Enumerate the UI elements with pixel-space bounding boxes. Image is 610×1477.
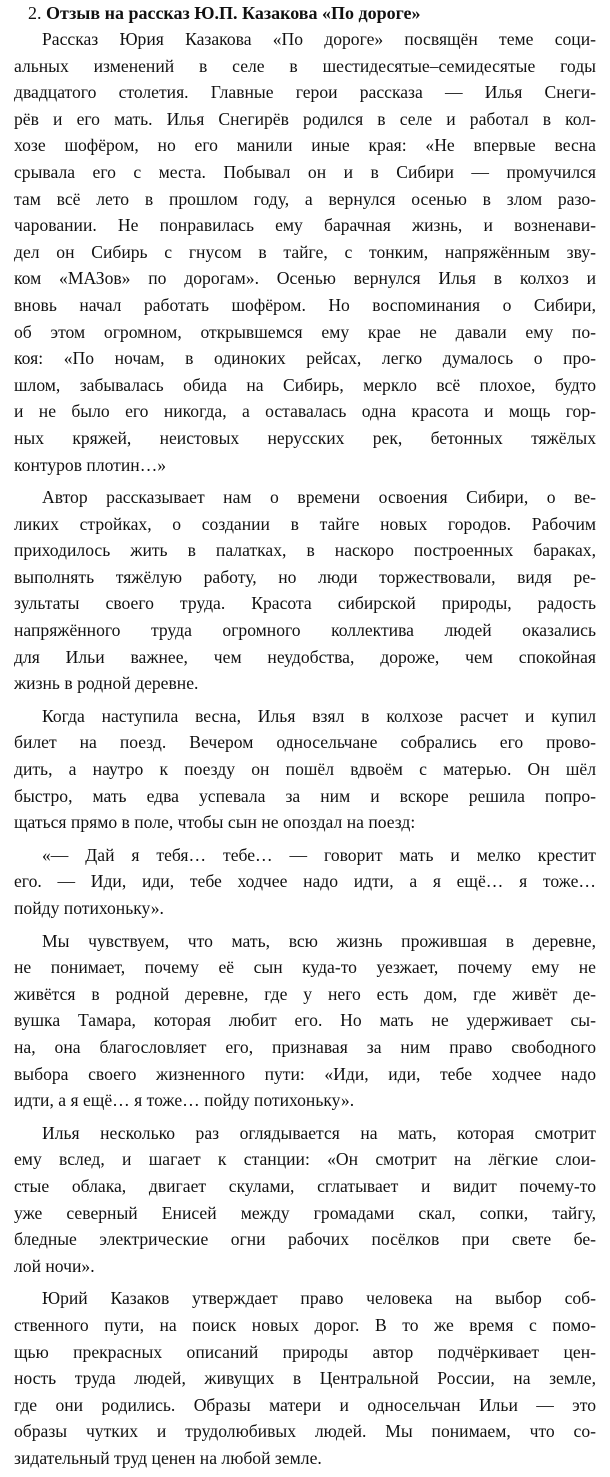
text-line: идти, а я ещё… я тоже… пойду потихоньку».: [14, 1090, 355, 1111]
text-line: и не было его никогда, а оставалась одна красота и мощь гор-: [14, 401, 596, 422]
text-line: лой ночи».: [14, 1255, 95, 1276]
text-line: быстро, мать едва успевала за ним и вскоре решила попро-: [14, 785, 596, 806]
text-line: не понимает, почему её сын куда-то уезжает, почему ему не: [14, 957, 596, 978]
text-line: ему вслед, и шагает к станции: «Он смотрит на лёгкие слои-: [14, 1149, 596, 1170]
text-line: дел он Сибирь с гнусом в тайге, с тонким, напряжённым зву-: [14, 241, 596, 262]
text-line: его. — Иди, иди, тебе ходчее надо идти, а я ещё… я тоже…: [14, 871, 596, 892]
text-line: шлом, забывалась обида на Сибирь, меркло всё плохое, будто: [14, 374, 596, 395]
text-line: щью прекрасных описаний природы автор подчёркивает цен-: [14, 1341, 596, 1362]
text-line: ность труда людей, живущих в Центральной России, на земле,: [14, 1368, 596, 1389]
text-line: вушка Тамара, которая любит его. Но мать не удерживает сы-: [14, 1010, 596, 1031]
paragraph-p1: [14, 26, 596, 478]
title-text: Отзыв на рассказ Ю.П. Казакова «По дороге»: [46, 3, 421, 23]
text-line: билет на поезд. Вечером односельчане собрались его прово-: [14, 732, 596, 753]
text-line: зидательный труд ценен на любой земле.: [14, 1447, 322, 1468]
title-number: 2.: [28, 3, 42, 23]
text-line: Илья несколько раз оглядывается на мать, которая смотрит: [42, 1122, 596, 1143]
text-line: ственного пути, на поиск новых дорог. В то же время с помо-: [14, 1314, 596, 1335]
text-line: Автор рассказывает нам о времени освоения Сибири, о ве-: [42, 487, 596, 508]
text-line: двадцатого столетия. Главные герои рассказа — Илья Снеги-: [14, 82, 596, 103]
text-line: где они родились. Образы матери и односельчан Ильи — это: [14, 1394, 596, 1415]
text-line: чаровании. Не понравилась ему барачная жизнь, и возненави-: [14, 215, 596, 236]
text-line: об этом огромном, открывшемся ему крае не давали ему по-: [14, 321, 596, 342]
text-line: контуров плотин…»: [14, 454, 167, 475]
text-line: напряжённого труда огромного коллектива людей оказались: [14, 620, 596, 641]
document-title: [14, 0, 596, 26]
text-line: стые облака, двигает скулами, сглатывает и видит почему-то: [14, 1175, 596, 1196]
text-line: хозе шофёром, но его манили иные края: «Не впервые весна: [14, 135, 596, 156]
text-line: для Ильи важнее, чем неудобства, дороже, чем спокойная: [14, 646, 596, 667]
document-body: [14, 26, 596, 1471]
text-line: пойду потихоньку».: [14, 898, 164, 918]
text-line: приходилось жить в палатках, в наскоро построенных бараках,: [14, 540, 596, 561]
text-line: ком «МАЗов» по дорогам». Осенью вернулся Илья в колхоз и: [14, 268, 596, 289]
text-line: дить, а наутро к поезду он пошёл вдвоём с матерью. Он шёл: [14, 759, 596, 780]
text-line: срывала его с места. Побывал он и в Сибири — промучился: [14, 161, 596, 182]
text-line: коя: «По ночам, в одиноких рейсах, легко думалось о про-: [14, 348, 596, 369]
text-line: зультаты своего труда. Красота сибирской природы, радость: [14, 593, 596, 614]
paragraph-p3: [14, 703, 596, 836]
text-line: живётся в родной деревне, где у него есть дом, где живёт де-: [14, 983, 596, 1004]
paragraph-p5: [14, 928, 596, 1114]
paragraph-p7: [14, 1285, 596, 1471]
text-line: выбора своего жизненного пути: «Иди, иди, тебе ходчее надо: [14, 1063, 596, 1084]
text-line: ликих стройках, о создании в тайге новых городов. Рабочим: [14, 513, 596, 534]
text-line: «— Дай я тебя… тебе… — говорит мать и мелко крестит: [42, 844, 596, 865]
text-line: альных изменений в селе в шестидесятые–семидесятые годы: [14, 55, 596, 76]
text-line: Мы чувствуем, что мать, всю жизнь прожившая в деревне,: [42, 930, 596, 951]
text-line: ных кряжей, неистовых нерусских рек, бетонных тяжёлых: [14, 427, 596, 448]
text-line: щаться прямо в поле, чтобы сын не опоздал на поезд:: [14, 812, 416, 833]
paragraph-p4: [14, 842, 596, 922]
text-line: вновь начал работать шофёром. Но воспоминания о Сибири,: [14, 294, 596, 315]
text-line: там всё лето в прошлом году, а вернулся осенью в злом разо-: [14, 188, 596, 209]
text-line: образы чутких и трудолюбивых людей. Мы понимаем, что со-: [14, 1421, 596, 1442]
text-line: бледные электрические огни рабочих посёлков при свете бе-: [14, 1229, 596, 1250]
text-line: жизнь в родной деревне.: [14, 673, 199, 694]
paragraph-p6: [14, 1120, 596, 1280]
document-page: [14, 0, 596, 1477]
paragraph-p2: [14, 484, 596, 697]
text-line: Рассказ Юрия Казакова «По дороге» посвящён теме соци-: [42, 29, 596, 49]
text-line: выполнять тяжёлую работу, но люди торжествовали, видя ре-: [14, 566, 596, 587]
text-line: уже северный Енисей между громадами скал, сопки, тайгу,: [14, 1202, 596, 1223]
text-line: Когда наступила весна, Илья взял в колхозе расчет и купил: [42, 705, 596, 726]
text-line: рёв и его мать. Илья Снегирёв родился в селе и работал в кол-: [14, 108, 596, 129]
text-line: Юрий Казаков утверждает право человека на выбор соб-: [42, 1288, 596, 1309]
text-line: на, она благословляет его, признавая за ним право свободного: [14, 1036, 596, 1057]
